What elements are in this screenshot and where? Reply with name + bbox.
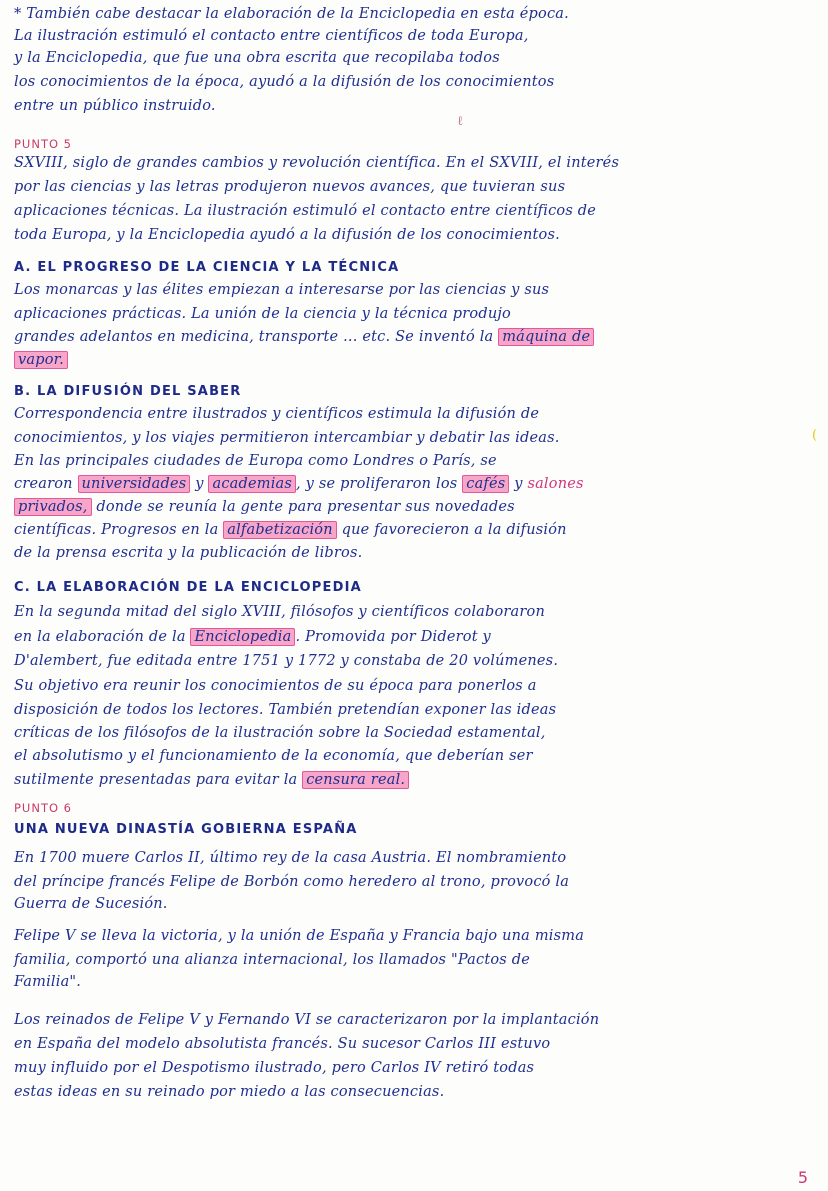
highlight-censura: censura real. — [302, 771, 409, 789]
highlight-universidades: universidades — [78, 475, 191, 493]
intro-line: * También cabe destacar la elaboración de la Enciclopedia en esta época. — [14, 6, 569, 22]
section-a-line: aplicaciones prácticas. La unión de la ciencia y la técnica produjo — [14, 306, 511, 322]
punto-6-line: del príncipe francés Felipe de Borbón como heredero al trono, provocó la — [14, 874, 570, 890]
highlight-maquina: máquina de — [498, 328, 594, 346]
section-c-line: Su objetivo era reunir los conocimientos de su época para ponerlos a — [14, 678, 537, 694]
punto-6-heading: UNA NUEVA DINASTÍA GOBIERNA ESPAÑA — [14, 822, 358, 837]
section-c-line — [14, 770, 810, 790]
punto-6-line: Felipe V se lleva la victoria, y la unión de España y Francia bajo una misma — [14, 928, 585, 944]
yellow-mark-icon: ( — [812, 428, 818, 443]
intro-line: los conocimientos de la época, ayudó a la difusión de los conocimientos — [14, 74, 555, 90]
section-b-line: En las principales ciudades de Europa como Londres o París, se — [14, 453, 497, 469]
stray-mark-icon: ℓ — [457, 114, 464, 129]
section-a-text: grandes adelantos en medicina, transporte ... etc. Se inventó la — [14, 329, 494, 345]
section-b-line: Correspondencia entre ilustrados y científicos estimula la difusión de — [14, 406, 540, 422]
section-c-line — [14, 627, 810, 647]
section-b-text: y — [514, 476, 523, 492]
punto-5-line: aplicaciones técnicas. La ilustración estimuló el contacto entre científicos de — [14, 203, 597, 219]
highlight-cafes: cafés — [462, 475, 509, 493]
section-a-line — [14, 350, 810, 370]
section-a-heading: A. EL PROGRESO DE LA CIENCIA Y LA TÉCNICA — [14, 260, 400, 275]
section-b-line — [14, 474, 810, 494]
section-c-line: En la segunda mitad del siglo XVIII, filósofos y científicos colaboraron — [14, 604, 545, 620]
section-b-line: de la prensa escrita y la publicación de libros. — [14, 545, 363, 561]
highlight-alfabetizacion: alfabetización — [223, 521, 337, 539]
section-c-heading: C. LA ELABORACIÓN DE LA ENCICLOPEDIA — [14, 580, 362, 595]
punto-5-line: SXVIII, siglo de grandes cambios y revolución científica. En el SXVIII, el interés — [14, 155, 620, 171]
punto-6-line: Guerra de Sucesión. — [14, 896, 168, 912]
section-b-text: científicas. Progresos en la — [14, 522, 219, 538]
section-b-text: que favorecieron a la difusión — [341, 522, 567, 538]
highlight-privados: privados, — [14, 498, 92, 516]
punto-6-label: PUNTO 6 — [14, 801, 73, 815]
section-a-line: Los monarcas y las élites empiezan a interesarse por las ciencias y sus — [14, 282, 550, 298]
section-b-line — [14, 520, 810, 540]
intro-line: entre un público instruido. — [14, 98, 216, 114]
salones-text: salones — [527, 476, 584, 492]
section-c-text: sutilmente presentadas para evitar la — [14, 772, 298, 788]
highlight-enciclopedia: Enciclopedia — [190, 628, 295, 646]
punto-5-label: PUNTO 5 — [14, 137, 73, 151]
section-b-text: crearon — [14, 476, 73, 492]
punto-6-line: En 1700 muere Carlos II, último rey de la casa Austria. El nombramiento — [14, 850, 567, 866]
section-c-line: disposición de todos los lectores. También pretendían exponer las ideas — [14, 702, 557, 718]
page-number: 5 — [797, 1168, 808, 1187]
intro-line: y la Enciclopedia, que fue una obra escrita que recopilaba todos — [14, 50, 500, 66]
intro-line: La ilustración estimuló el contacto entre científicos de toda Europa, — [14, 28, 529, 44]
punto-6-line: familia, comportó una alianza internacional, los llamados "Pactos de — [14, 952, 531, 968]
section-a-line — [14, 327, 810, 347]
section-b-line — [14, 497, 810, 517]
punto-6-line: Familia". — [14, 974, 82, 990]
section-b-line: conocimientos, y los viajes permitieron intercambiar y debatir las ideas. — [14, 430, 560, 446]
section-c-line: críticas de los filósofos de la ilustración sobre la Sociedad estamental, — [14, 725, 546, 741]
highlight-vapor: vapor. — [14, 351, 68, 369]
punto-6-line: muy influido por el Despotismo ilustrado, pero Carlos IV retiró todas — [14, 1060, 535, 1076]
section-b-text: donde se reunía la gente para presentar sus novedades — [96, 499, 515, 515]
highlight-academias: academias — [208, 475, 296, 493]
section-b-text: y — [195, 476, 204, 492]
punto-6-line: Los reinados de Felipe V y Fernando VI se caracterizaron por la implantación — [14, 1012, 600, 1028]
punto-5-line: por las ciencias y las letras produjeron nuevos avances, que tuvieran sus — [14, 179, 566, 195]
section-c-line: el absolutismo y el funcionamiento de la economía, que deberían ser — [14, 748, 533, 764]
section-c-text: en la elaboración de la — [14, 629, 186, 645]
punto-5-line: toda Europa, y la Enciclopedia ayudó a la difusión de los conocimientos. — [14, 227, 560, 243]
section-c-line: D'alembert, fue editada entre 1751 y 1772 y constaba de 20 volúmenes. — [14, 653, 559, 669]
punto-6-line: estas ideas en su reinado por miedo a las consecuencias. — [14, 1084, 445, 1100]
section-b-text: , y se proliferaron los — [296, 476, 458, 492]
punto-6-line: en España del modelo absolutista francés. Su sucesor Carlos III estuvo — [14, 1036, 551, 1052]
section-b-heading: B. LA DIFUSIÓN DEL SABER — [14, 384, 242, 399]
section-c-text: . Promovida por Diderot y — [295, 629, 491, 645]
